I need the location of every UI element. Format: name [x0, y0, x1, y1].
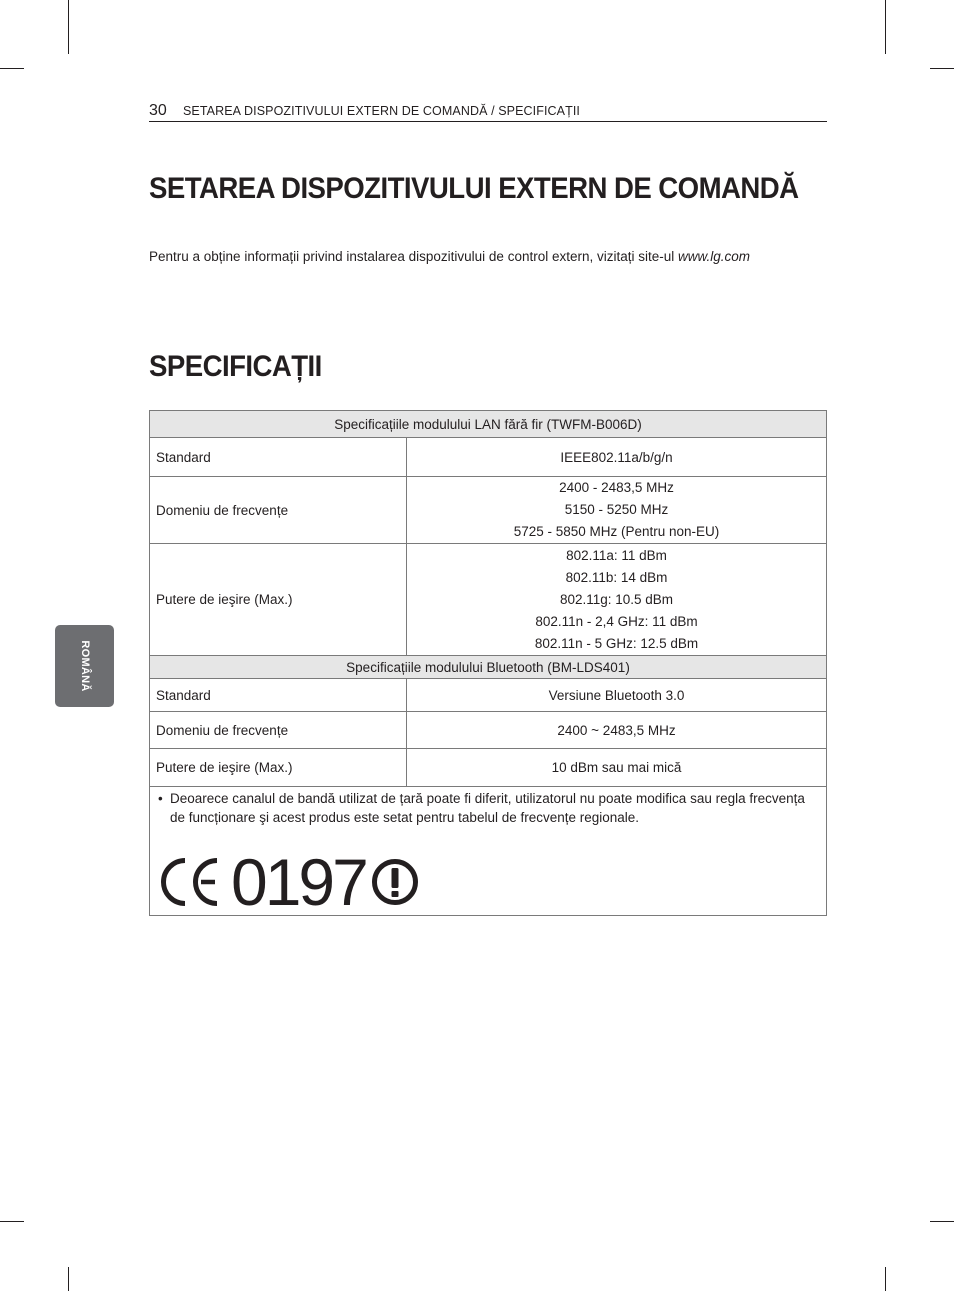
lan-frequency-value: 5725 - 5850 MHz (Pentru non-EU) [513, 524, 720, 539]
table-row [150, 438, 827, 477]
table-row [150, 544, 827, 656]
bt-module-heading: Specificațiile modulului Bluetooth (BM-LDS401) [150, 656, 827, 679]
class-2-alert-icon [371, 858, 419, 906]
section-title-specifications: SPECIFICAȚII [149, 350, 322, 383]
lan-power-values [407, 544, 827, 656]
frequency-note [158, 789, 818, 827]
crop-mark [0, 68, 24, 69]
bt-power-label: Putere de ieşire (Max.) [150, 749, 407, 787]
conformity-marks [157, 845, 818, 919]
crop-mark [68, 0, 69, 54]
bt-standard-label: Standard [150, 679, 407, 712]
bt-frequency-value: 2400 ~ 2483,5 MHz [407, 712, 827, 749]
table-section-row [150, 656, 827, 679]
table-row [150, 749, 827, 787]
specifications-table [149, 410, 827, 919]
notes-cell [150, 787, 827, 919]
section-title-external-control: SETAREA DISPOZITIVULUI EXTERN DE COMANDĂ [149, 172, 799, 205]
crop-mark [930, 68, 954, 69]
bt-power-value: 10 dBm sau mai mică [407, 749, 827, 787]
lan-standard-label: Standard [150, 438, 407, 477]
crop-mark [885, 1267, 886, 1291]
page-number: 30 [149, 102, 167, 119]
ce-mark-icon [157, 857, 221, 907]
table-row [150, 477, 827, 544]
table-section-row [150, 411, 827, 438]
external-control-paragraph [149, 248, 750, 266]
running-header: SETAREA DISPOZITIVULUI EXTERN DE COMANDĂ / SPECIFICAȚII [183, 104, 580, 118]
lan-frequency-value: 5150 - 5250 MHz [564, 502, 669, 517]
lan-power-label: Putere de ieşire (Max.) [150, 544, 407, 656]
lan-module-heading: Specificațiile modulului LAN fără fir (TWFM-B006D) [150, 411, 827, 438]
table-notes-row [150, 787, 827, 916]
lan-frequency-value: 2400 - 2483,5 MHz [559, 480, 674, 495]
crop-mark [930, 1221, 954, 1222]
bullet-icon: • [158, 791, 163, 806]
header-divider [149, 121, 827, 122]
lan-power-value: 802.11n - 5 GHz: 12.5 dBm [534, 635, 699, 651]
frequency-note-text: Deoarece canalul de bandă utilizat de țară poate fi diferit, utilizatorul nu poate modifica sau regla frecvența de funcționare şi acest produs este setat pentru tabelul de frecvențe regionale. [170, 791, 805, 825]
lan-power-value: 802.11g: 10.5 dBm [559, 591, 674, 607]
bt-standard-value: Versiune Bluetooth 3.0 [407, 679, 827, 712]
lan-power-value: 802.11b: 14 dBm [565, 569, 668, 585]
crop-mark [885, 0, 886, 54]
lan-power-value: 802.11n - 2,4 GHz: 11 dBm [535, 613, 698, 629]
language-tab [55, 625, 114, 707]
notified-body-number: 0197 [231, 845, 366, 919]
lan-power-value: 802.11a: 11 dBm [566, 547, 667, 563]
external-control-text: Pentru a obține informații privind instalarea dispozitivului de control extern, vizitați site-ul [149, 249, 679, 264]
table-row [150, 712, 827, 749]
lan-frequency-label: Domeniu de frecvențe [150, 477, 407, 544]
lan-standard-value: IEEE802.11a/b/g/n [407, 438, 827, 477]
lg-website-link[interactable]: www.lg.com [678, 249, 751, 264]
table-row [150, 679, 827, 712]
crop-mark [68, 1267, 69, 1291]
crop-mark [0, 1221, 24, 1222]
lan-frequency-values [407, 477, 827, 544]
bt-frequency-label: Domeniu de frecvențe [150, 712, 407, 749]
language-tab-label: ROMÂNĂ [78, 640, 91, 692]
